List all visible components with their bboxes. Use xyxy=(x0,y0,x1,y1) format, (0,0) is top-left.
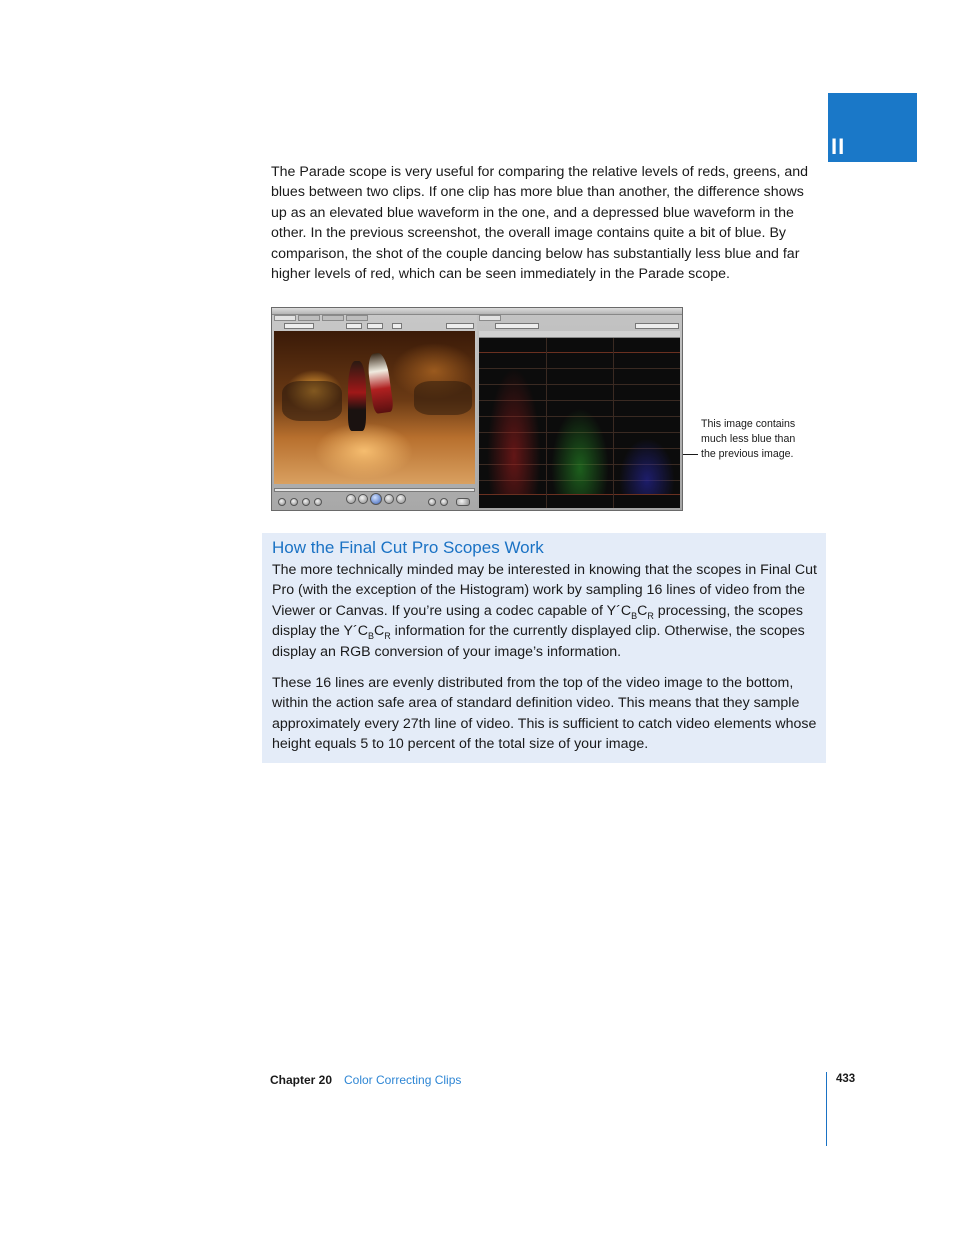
scopes-tabs xyxy=(479,315,501,321)
play-in-out-button[interactable] xyxy=(346,494,356,504)
red-waveform xyxy=(487,368,541,494)
add-marker-button[interactable] xyxy=(314,498,322,506)
scrubber-bar[interactable] xyxy=(274,488,475,492)
video-frame xyxy=(274,331,475,484)
scopes-titlebar xyxy=(477,308,682,315)
play-button[interactable] xyxy=(370,493,382,505)
sidebar-text: information for the currently displayed clip. Otherwise, the scopes display an RGB conversion of your image’s information. xyxy=(272,623,805,660)
callout-leader-line xyxy=(683,454,698,455)
part-tab-label: II xyxy=(831,134,846,159)
scope-gridline xyxy=(479,352,680,353)
viewer-titlebar xyxy=(272,308,477,315)
intro-paragraph: The Parade scope is very useful for comparing the relative levels of reds, greens, and blues between two clips. If one clip has more blue than another, the difference shows up as an elevated blue waveform in the one, and a depressed blue waveform in the other. In the previous screenshot, the overall image contains quite a bit of blue. By comparison, the shot of the couple dancing below has substantially less blue and far higher levels of red, which can be seen immediately in the Parade scope. xyxy=(271,164,809,283)
dancer-woman xyxy=(348,361,366,431)
dancer-man xyxy=(366,352,394,414)
crowd-left xyxy=(282,381,342,421)
add-keyframe-button[interactable] xyxy=(302,498,310,506)
crowd-right xyxy=(414,381,472,415)
sidebar-text: C xyxy=(637,602,648,619)
sidebar-title: How the Final Cut Pro Scopes Work xyxy=(272,538,544,557)
viewer-tabs xyxy=(274,315,368,321)
viewer-window xyxy=(272,308,477,510)
view-source-popup[interactable] xyxy=(635,323,679,329)
figure-callout: This image contains much less blue than the previous image. xyxy=(701,418,796,460)
viewer-controls xyxy=(274,322,475,330)
viewer-tab-video[interactable] xyxy=(274,315,296,321)
rgb-parade-display xyxy=(479,338,680,508)
footer-chapter: Chapter 20 xyxy=(270,1073,333,1087)
subscript-r: R xyxy=(647,610,654,621)
viewer-tab-filters[interactable] xyxy=(322,315,344,321)
video-scopes-window xyxy=(477,308,682,510)
scope-divider xyxy=(613,338,614,508)
scope-divider xyxy=(546,338,547,508)
scope-header-bar xyxy=(479,331,680,338)
view-popup[interactable] xyxy=(367,323,383,329)
sidebar-text: processing, the scopes display the Y´C xyxy=(272,602,803,640)
footer-chapter-title[interactable]: Color Correcting Clips xyxy=(344,1073,462,1087)
screenshot-figure xyxy=(271,307,683,511)
viewer-tab-motion[interactable] xyxy=(346,315,368,321)
timecode-current-field[interactable] xyxy=(446,323,474,329)
sidebar-text: C xyxy=(373,623,385,640)
footer-rule xyxy=(826,1072,827,1146)
sidebar-paragraph-2: These 16 lines are evenly distributed from the top of the video image to the bottom, within the action safe area of standard definition video. This means that they sample approximately every 27th line of video. This is sufficient to catch video elements whose height equals 5 to 10 percent of the total size of your image. xyxy=(272,675,817,753)
previous-edit-button[interactable] xyxy=(358,494,368,504)
sidebar-paragraph-1 xyxy=(272,560,820,662)
mark-clip-button[interactable] xyxy=(290,498,298,506)
zoom-popup[interactable] xyxy=(346,323,362,329)
green-waveform xyxy=(551,408,609,494)
overlay-popup[interactable] xyxy=(392,323,402,329)
subscript-b: B xyxy=(367,631,374,642)
mark-out-button[interactable] xyxy=(440,498,448,506)
viewer-tab-stereo[interactable] xyxy=(298,315,320,321)
mark-in-button[interactable] xyxy=(428,498,436,506)
recent-clips-button[interactable] xyxy=(456,498,470,506)
play-around-button[interactable] xyxy=(396,494,406,504)
match-frame-button[interactable] xyxy=(278,498,286,506)
viewer-transport xyxy=(274,486,475,508)
page-number: 433 xyxy=(836,1073,856,1085)
scopes-controls xyxy=(479,322,680,330)
sidebar-text: The more technically minded may be interested in knowing that the scopes in Final Cut Pro (with the exception of the Histogram) work by sampling 16 lines of video from the Viewer or Canvas. If you’re using a codec capable of Y´C xyxy=(272,562,817,619)
subscript-b: B xyxy=(631,610,638,621)
part-tab xyxy=(828,93,917,162)
timecode-duration-field[interactable] xyxy=(284,323,314,329)
subscript-r: R xyxy=(384,631,391,642)
scopes-tab-video-scopes[interactable] xyxy=(479,315,501,321)
blue-waveform xyxy=(619,438,675,494)
next-edit-button[interactable] xyxy=(384,494,394,504)
layout-popup[interactable] xyxy=(495,323,539,329)
scope-gridline xyxy=(479,494,680,495)
